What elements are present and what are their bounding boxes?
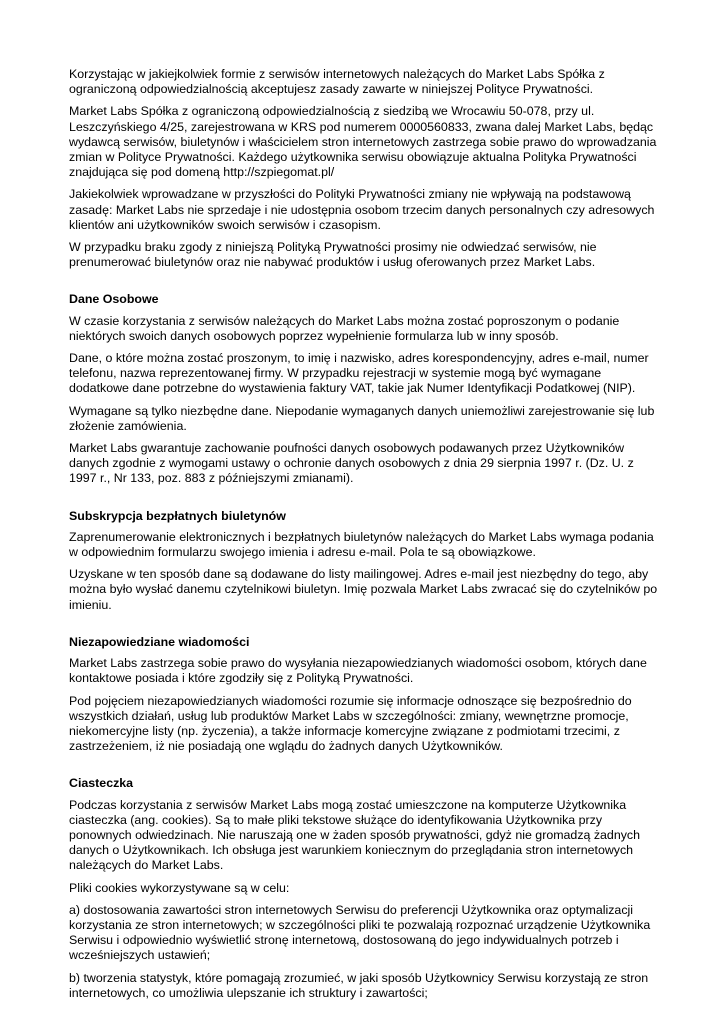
ciasteczka-paragraph-1: Podczas korzystania z serwisów Market Labs mogą zostać umieszczone na komputerze Użytkownika ciasteczka (ang. cookies). Są to małe pliki tekstowe służące do identyfikowania Użytkownika przy ponownych odwiedzinach. Nie naruszają one w żaden sposób prywatności, gdyż nie gromadzą żadnych danych o Użytkownikach. Ich obsługa jest warunkiem koniecznym do przeglądania stron internetowych należących do Market Labs. — [69, 797, 640, 873]
subskrypcja-paragraph-2: Uzyskane w ten sposób dane są dodawane do listy mailingowej. Adres e-mail jest niezbędny do tego, aby można było wysłać danemu czytelnikowi biuletyn. Imię pozwala Market Labs zwracać się do czytelników po imieniu. — [69, 567, 658, 612]
intro-paragraph-2: Market Labs Spółka z ograniczoną odpowiedzialnością z siedzibą we Wrocawiu 50-078, przy ul. Leszczyńskiego 4/25, zarejestrowana w KRS pod numerem 0000560833, zwana dalej Market Labs, będąc wydawcą serwisów, biuletynów i właścicielem stron internetowych zastrzega sobie prawo do wprowadzania zmian w Polityce Prywatności. Każdego użytkownika serwisu obowiązuje aktualna Polityka Prywatności znajdująca się pod domeną http://szpiegomat.pl/ — [69, 104, 657, 180]
ciasteczka-paragraph-4: b) tworzenia statystyk, które pomagają zrozumieć, w jaki sposób Użytkownicy Serwisu korzystają ze stron internetowych, co umożliwia ulepszanie ich struktury i zawartości; — [69, 970, 649, 1000]
section-heading-subskrypcja: Subskrypcja bezpłatnych biuletynów — [69, 508, 286, 523]
ciasteczka-paragraph-2: Pliki cookies wykorzystywane są w celu: — [69, 880, 290, 895]
document-page — [69, 67, 659, 1008]
section-heading-ciasteczka: Ciasteczka — [69, 776, 134, 791]
subskrypcja-paragraph-1: Zaprenumerowanie elektronicznych i bezpłatnych biuletynów należących do Market Labs wymaga podania w odpowiednim formularzu swojego imienia i adresu e-mail. Pola te są obowiązkowe. — [69, 529, 654, 560]
intro-paragraph-3: Jakiekolwiek wprowadzane w przyszłości do Polityki Prywatności zmiany nie wpływają na podstawową zasadę: Market Labs nie sprzedaje i nie udostępnia osobom trzecim danych personalnych czy adresowych klientów ani użytkowników swoich serwisów i czasopism. — [69, 187, 655, 232]
dane-osobowe-paragraph-3: Wymagane są tylko niezbędne dane. Niepodanie wymaganych danych uniemożliwi zarejestrowanie się lub złożenie zamówienia. — [69, 403, 655, 433]
dane-osobowe-paragraph-4: Market Labs gwarantuje zachowanie poufności danych osobowych podawanych przez Użytkowników danych zgodnie z wymogami ustawy o ochronie danych osobowych z dnia 29 sierpnia 1997 r. (Dz. U. z 1997 r., Nr 133, poz. 883 z późniejszymi zmianami). — [69, 441, 634, 486]
section-heading-dane-osobowe: Dane Osobowe — [69, 292, 159, 307]
ciasteczka-paragraph-3: a) dostosowania zawartości stron internetowych Serwisu do preferencji Użytkownika oraz optymalizacji korzystania ze stron internetowych; w szczególności pliki te pozwalają rozpoznać urządzenie Użytkownika Serwisu i odpowiednio wyświetlić stronę internetową, dostosowaną do jego indywidualnych potrzeb i wcześniejszych ustawień; — [69, 902, 651, 963]
intro-paragraph-1: Korzystając w jakiejkolwiek formie z serwisów internetowych należących do Market Labs Spółka z ograniczoną odpowiedzialnością akceptujesz zasady zawarte w niniejszej Polityce Prywatności. — [69, 67, 605, 97]
dane-osobowe-paragraph-2: Dane, o które można zostać proszonym, to imię i nazwisko, adres korespondencyjny, adres e-mail, numer telefonu, nazwa reprezentowanej firmy. W przypadku rejestracji w systemie mogą być wymagane dodatkowe dane potrzebne do wystawienia faktury VAT, takie jak Numer Identyfikacji Podatkowej (NIP). — [69, 351, 649, 396]
section-heading-niezapowiedziane-wiadomosci: Niezapowiedziane wiadomości — [69, 634, 250, 649]
intro-paragraph-4: W przypadku braku zgody z niniejszą Polityką Prywatności prosimy nie odwiedzać serwisów, nie prenumerować biuletynów oraz nie nabywać produktów i usług oferowanych przez Market Labs. — [69, 240, 597, 270]
wiadomosci-paragraph-2: Pod pojęciem niezapowiedzianych wiadomości rozumie się informacje odnoszące się bezpośrednio do wszystkich działań, usług lub produktów Market Labs w szczególności: zmiany, wewnętrzne promocje, niekomercyjne listy (np. życzenia), a także informacje komercyjne związane z podmiotami trzecimi, z zastrzeżeniem, iż nie posiadają one wglądu do żadnych danych Użytkowników. — [69, 693, 632, 754]
wiadomosci-paragraph-1: Market Labs zastrzega sobie prawo do wysyłania niezapowiedzianych wiadomości osobom, których dane kontaktowe posiada i które zgodziły się z Polityką Prywatności. — [69, 656, 647, 686]
dane-osobowe-paragraph-1: W czasie korzystania z serwisów należących do Market Labs można zostać poproszonym o podanie niektórych swoich danych osobowych poprzez wypełnienie formularza lub w inny sposób. — [69, 313, 620, 343]
